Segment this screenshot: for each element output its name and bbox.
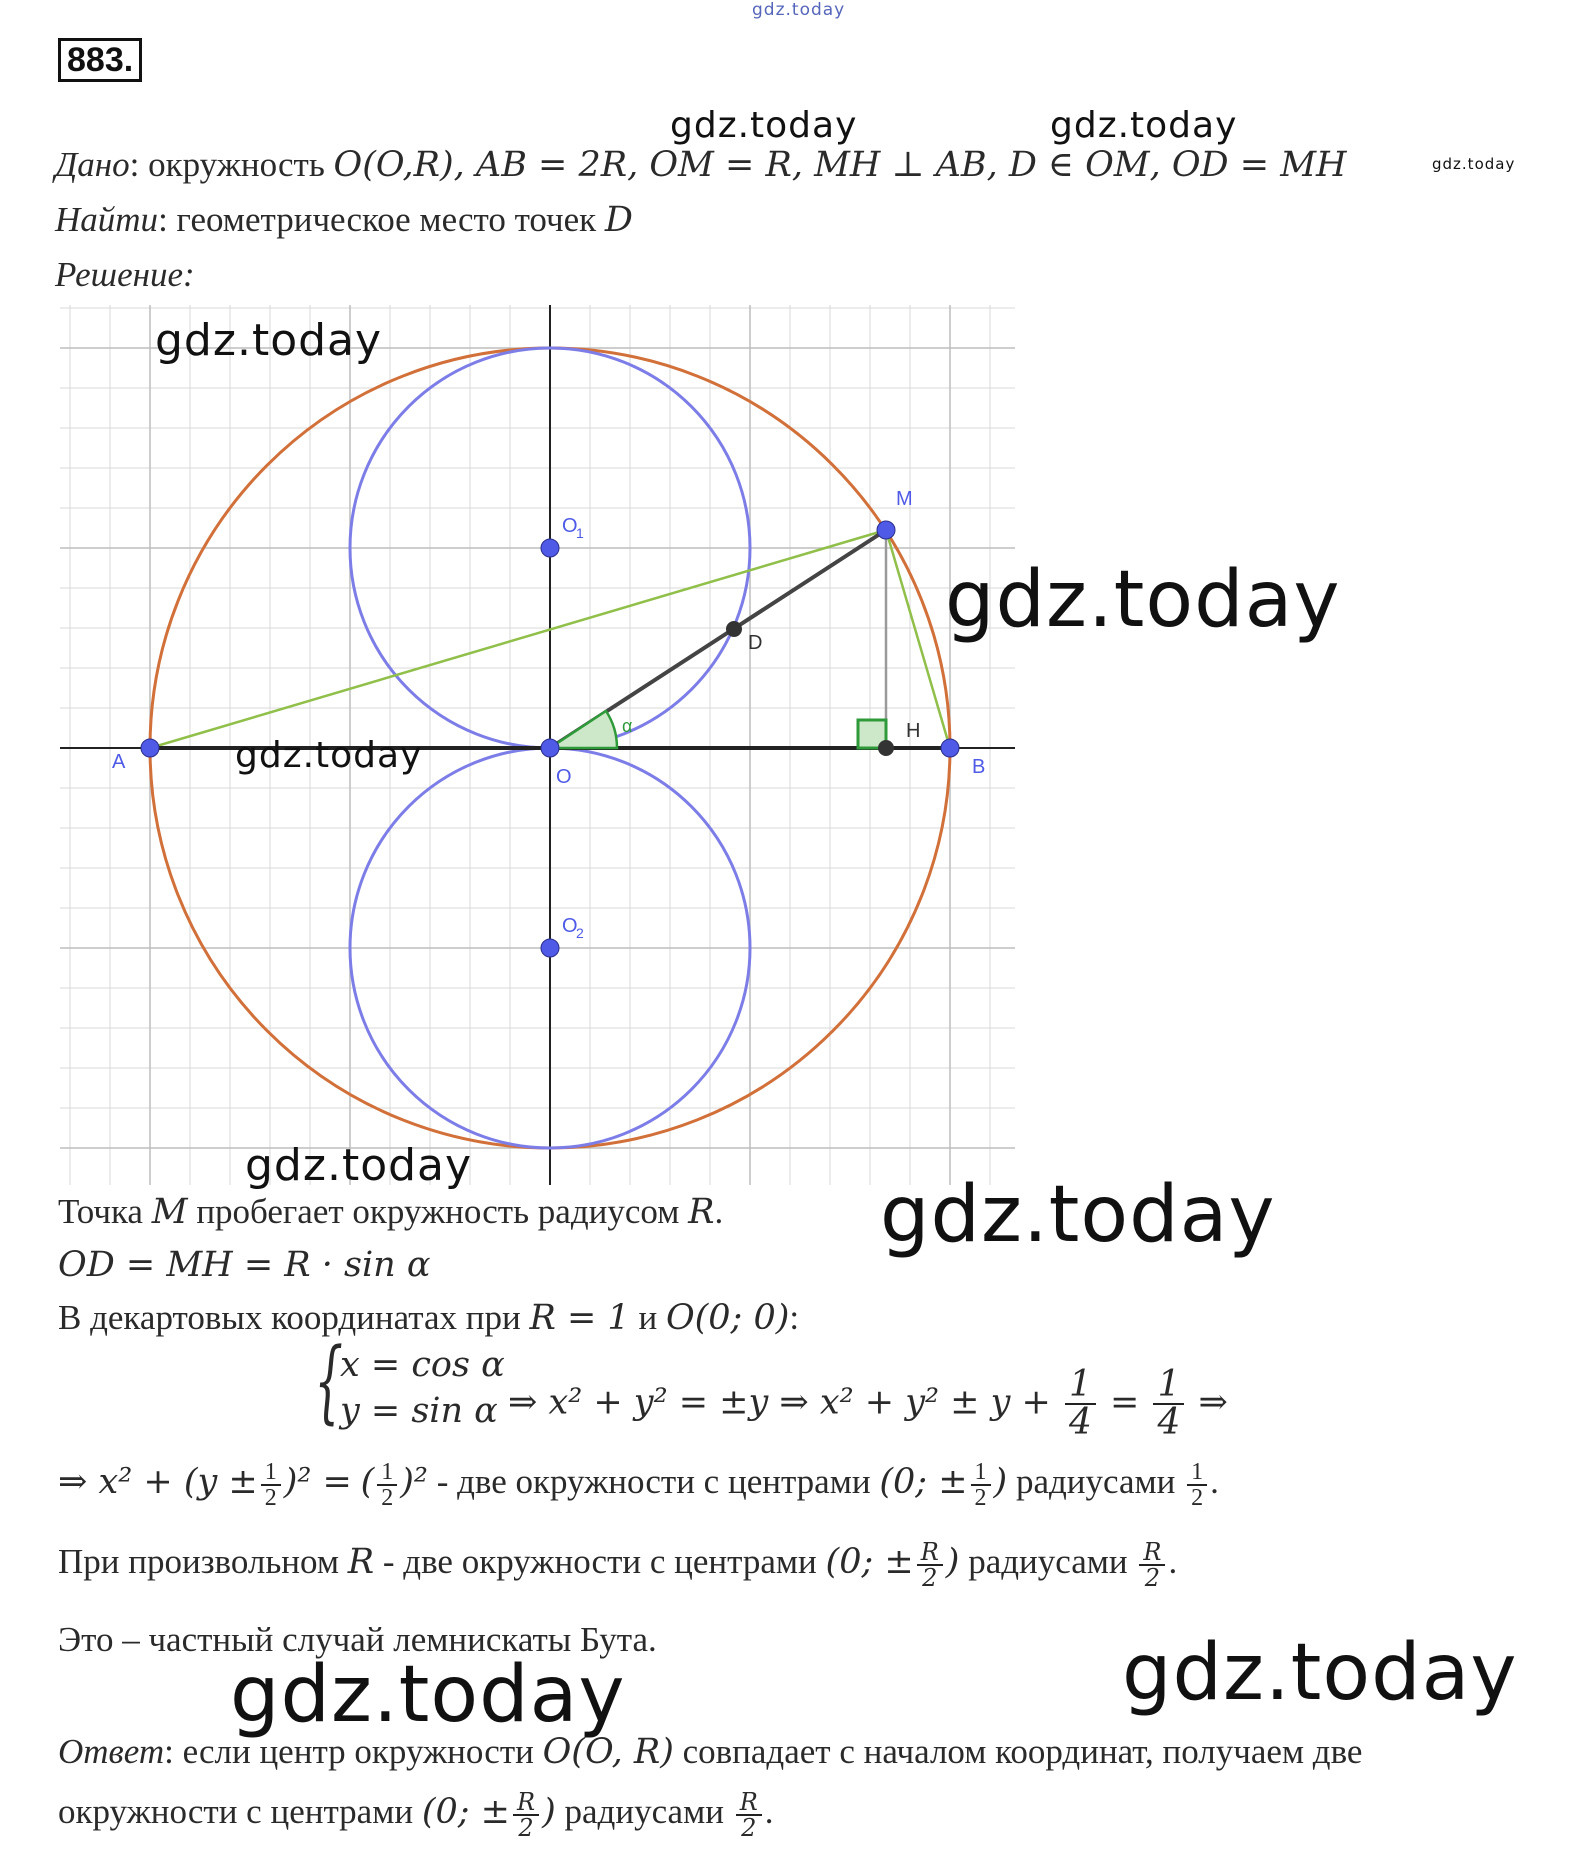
given-text: окружность	[148, 145, 334, 184]
answer-line-2: окружности с центрами (0; ± $\frac{R}{2}$ ) радиусами $\frac{R}{2}$ .	[58, 1788, 774, 1842]
fraction-1-4	[1153, 1364, 1184, 1443]
fraction-R-2	[917, 1540, 943, 1590]
solution-line-2	[58, 1245, 430, 1285]
text: - две окружности с центрами	[374, 1542, 826, 1582]
sys-y: y = sin α	[340, 1391, 498, 1431]
equation-od: OD = MH = R · sin α	[58, 1245, 431, 1285]
fraction-1-4	[1065, 1364, 1096, 1443]
label-H: H	[906, 720, 921, 742]
solution-label-text: Решение	[55, 255, 184, 294]
center-open: (0; ±	[421, 1792, 511, 1833]
eq2-d: )²	[400, 1462, 428, 1503]
watermark: gdz.today	[155, 315, 383, 366]
label-alpha: α	[622, 716, 633, 736]
text: совпадает с началом координат, получаем две	[673, 1732, 1363, 1771]
point-M	[877, 521, 895, 539]
point-D	[726, 621, 742, 637]
arbitrary-r-line: При произвольном R - две окружности с центрами (0; ± $\frac{R}{2}$ ) радиусами $\frac{R}{2}$ .	[58, 1538, 1178, 1592]
solution-label: Решение:	[55, 255, 195, 294]
label-B: B	[972, 756, 986, 778]
text: Это – частный случай лемнискаты Бута.	[58, 1620, 657, 1659]
find-label: Найти	[55, 200, 159, 239]
find-point: D	[604, 200, 633, 240]
point-O	[541, 739, 559, 757]
watermark: gdz.today	[235, 735, 423, 776]
numerator: R	[736, 1790, 762, 1816]
fraction-R-2	[1139, 1540, 1165, 1590]
watermark: gdz.today	[1122, 1628, 1518, 1718]
find-text: геометрическое место точек	[176, 200, 605, 239]
watermark: gdz.today	[1050, 105, 1238, 146]
fraction-half	[261, 1460, 281, 1510]
numerator: R	[1139, 1540, 1165, 1566]
eq2-b: (y ±	[183, 1462, 258, 1503]
text: окружности с центрами	[58, 1792, 422, 1832]
text: радиусами	[555, 1792, 733, 1832]
math: R = 1	[529, 1298, 630, 1338]
center-close: )	[542, 1792, 556, 1833]
fraction-R-2	[736, 1790, 762, 1840]
math-M: M	[151, 1192, 188, 1232]
segment-MB	[886, 530, 950, 748]
given-line: Дано: окружность O(O,R), AB = 2R, OM = R, MH ⊥ AB, D ∈ OM, OD = MH	[55, 145, 1347, 185]
denominator: 2	[518, 1814, 534, 1842]
text: Точка	[58, 1192, 152, 1231]
denominator: 2	[974, 1485, 987, 1511]
label-O: O	[556, 766, 572, 788]
math-R: R	[688, 1192, 715, 1232]
numerator: 1	[1187, 1460, 1207, 1486]
numerator: 1	[1153, 1367, 1184, 1405]
label-O1: O	[562, 515, 578, 537]
center-close: )	[993, 1462, 1008, 1503]
angle-alpha-marker	[550, 711, 617, 748]
text: пробегает окружность радиусом	[187, 1192, 689, 1231]
answer-label: Ответ	[58, 1732, 165, 1771]
watermark: gdz.today	[880, 1170, 1276, 1260]
solution-line-1	[58, 1192, 723, 1232]
given-math: O(O,R), AB = 2R, OM = R, MH ⊥ AB, D ∈ OM, OD = MH	[333, 145, 1347, 185]
lemniscate-line	[58, 1620, 657, 1660]
fraction-R-2	[513, 1790, 539, 1840]
watermark: gdz.today	[245, 1140, 473, 1191]
label-D: D	[748, 632, 763, 654]
point-A	[141, 739, 159, 757]
text: и	[629, 1298, 666, 1337]
text: - две окружности с центрами	[436, 1462, 880, 1502]
label-A: A	[112, 751, 126, 773]
system-equation	[508, 1364, 1228, 1443]
center-open: (0; ±	[825, 1542, 914, 1583]
math: O(0; 0)	[665, 1298, 790, 1338]
text: В декартовых координатах при	[58, 1298, 530, 1337]
label-O2-sub: 2	[576, 925, 584, 941]
watermark: gdz.today	[1432, 155, 1516, 173]
math: O(O, R)	[542, 1732, 674, 1772]
problem-number: 883.	[58, 38, 142, 82]
numerator: R	[513, 1790, 539, 1816]
eq1: ⇒ x² + y² = ±y ⇒ x² + y² ± y +	[508, 1382, 1051, 1423]
point-B	[941, 739, 959, 757]
answer-line-1	[58, 1732, 1362, 1772]
label-M: M	[896, 488, 913, 510]
text: : если центр окружности	[164, 1732, 543, 1771]
fraction-half	[377, 1460, 397, 1510]
watermark: gdz.today	[230, 1650, 626, 1740]
eq2-c: )² =	[283, 1462, 352, 1503]
point-O2	[541, 939, 559, 957]
fraction-half	[971, 1460, 991, 1510]
watermark: gdz.today	[670, 105, 858, 146]
denominator: 2	[1144, 1564, 1161, 1592]
denominator: 4	[1157, 1402, 1181, 1443]
circles-equation-line: ⇒ x² + (y ± $\frac{1}{2}$ )² = ( $\frac{1}{2}$ )² - две окружности с центрами (0; ± $\frac{1}{2}$ ) радиусами $\frac{1}{2}$ .	[58, 1459, 1219, 1511]
geometry-figure	[60, 305, 1020, 1185]
equals: =	[1110, 1382, 1140, 1423]
label-O1-sub: 1	[576, 525, 584, 541]
text: радиусами	[959, 1542, 1137, 1582]
numerator: R	[917, 1540, 943, 1566]
denominator: 2	[264, 1485, 277, 1511]
solution-line-3	[58, 1298, 799, 1338]
denominator: 2	[1191, 1485, 1204, 1511]
find-line: Найти: геометрическое место точек D	[55, 200, 633, 240]
text: :	[789, 1298, 800, 1337]
arrow: ⇒	[1198, 1382, 1228, 1423]
denominator: 4	[1068, 1402, 1092, 1443]
point-O1	[541, 539, 559, 557]
numerator: 1	[377, 1460, 397, 1486]
point-H	[878, 740, 894, 756]
label-O2: O	[562, 915, 578, 937]
segment-AM	[150, 530, 886, 748]
watermark-top: gdz.today	[752, 0, 846, 20]
sys-x: x = cos α	[340, 1345, 505, 1385]
center-close: )	[945, 1542, 960, 1583]
math-R: R	[347, 1542, 375, 1583]
brace: {	[314, 1329, 343, 1434]
numerator: 1	[1065, 1367, 1096, 1405]
fraction-half	[1187, 1460, 1207, 1510]
denominator: 2	[922, 1564, 938, 1592]
eq2-a: ⇒ x² +	[58, 1462, 184, 1503]
numerator: 1	[971, 1460, 991, 1486]
denominator: 2	[381, 1485, 394, 1511]
given-label: Дано	[55, 145, 130, 184]
text: При произвольном	[58, 1542, 348, 1582]
center-open: (0; ±	[879, 1462, 968, 1503]
denominator: 2	[741, 1814, 757, 1842]
text: .	[714, 1192, 724, 1231]
numerator: 1	[261, 1460, 281, 1486]
text: радиусами	[1007, 1462, 1185, 1502]
watermark: gdz.today	[945, 555, 1341, 645]
